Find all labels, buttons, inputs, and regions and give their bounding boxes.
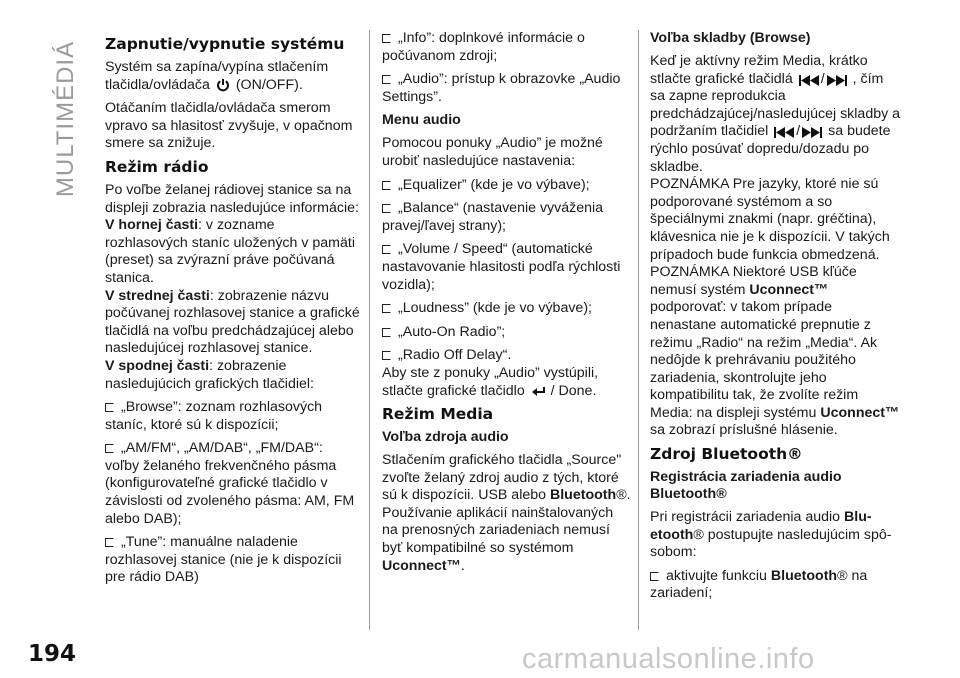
column-3 (650, 30, 902, 609)
column-divider (638, 30, 639, 630)
text: „Volume / Speed“ (automatické nastavovanie hlasitosti podľa rýchlosti vozidla); (382, 241, 621, 293)
note-usb (650, 264, 902, 440)
uconnect-term: Uconnect™ (820, 404, 900, 421)
next-track-icon (827, 75, 847, 86)
bluetooth-term: Bluetooth (549, 487, 617, 504)
bullet-icon (105, 444, 114, 453)
paragraph-power (105, 59, 360, 94)
text: Aby ste z ponuky „Audio” vystúpili, stlačte grafické tlačidlo (382, 364, 599, 399)
text: ® na zariadení; (650, 567, 868, 602)
heading-media: Režim Media (382, 405, 494, 424)
paragraph-registration (650, 509, 902, 562)
paragraph-source (382, 452, 632, 575)
text: „Audio”: prístup k obrazovke „Audio Settings”. (382, 71, 621, 105)
bullet-icon (382, 328, 391, 337)
column-divider (369, 30, 370, 630)
bullet-icon (382, 245, 391, 254)
text: : v zozname rozhlasových staníc uložených v pamäti (preset) sa zvýrazní práve počúvaná stanica. (105, 217, 355, 286)
list-item (382, 300, 632, 318)
list-item (105, 440, 360, 528)
text: ® postupujte nasledujúcim spô-sobom: (650, 526, 892, 561)
bullet-icon (382, 75, 391, 84)
text: „Info”: doplnkové informácie o počúvanom zdroji; (382, 30, 585, 64)
list-item (382, 347, 632, 365)
list-item (382, 200, 632, 235)
text: „Tune”: manuálne naladenie rozhlasovej stanice (nie je k dispozícii pre rádio DAB) (105, 534, 342, 586)
text: POZNÁMKA Niektoré USB kľúče nemusí systém (650, 264, 857, 298)
text: : zobrazenie názvu počúvanej rozhlasovej stanice a grafické tlačidlá na voľbu predchádzajúcej alebo nasledujúcej rozhlasovej stanice. (105, 287, 360, 357)
bullet-icon (105, 538, 114, 547)
column-2 (382, 30, 632, 581)
power-icon (216, 78, 230, 92)
bullet-icon (105, 403, 114, 412)
list-item (382, 30, 632, 65)
text: „Auto-On Radio”; (398, 323, 506, 340)
rewind-icon (774, 127, 794, 138)
paragraph-middle (105, 288, 360, 358)
text: „Equalizer” (kde je vo výbave); (398, 176, 590, 193)
text: / Done. (550, 382, 597, 399)
text: . (460, 557, 465, 574)
paragraph-browse (650, 53, 902, 176)
bullet-icon (382, 34, 391, 43)
list-item (382, 177, 632, 195)
text: Keď je aktívny režim Media, krátko stlačte grafické tlačidlá (650, 53, 868, 87)
paragraph-volume: Otáčaním tlačidla/ovládača smerom vpravo sa hlasitosť zvyšuje, v opačnom smere sa znižuje. (105, 100, 353, 152)
heading-radio: Režim rádio (105, 157, 209, 176)
text: „Loudness” (kde je vo výbave); (398, 300, 592, 317)
label-bottom: V spodnej časti (105, 357, 210, 374)
section-side-label (47, 26, 85, 211)
text: „Browse”: zoznam rozhlasových staníc, ktoré sú k dispozícii; (105, 399, 323, 433)
bullet-icon (382, 351, 391, 360)
label-top: V hornej časti (105, 217, 199, 234)
list-item (105, 534, 360, 587)
uconnect-term: Uconnect™ (382, 557, 461, 574)
heading-source: Voľba zdroja audio (382, 429, 509, 446)
text: aktivujte funkciu (666, 567, 767, 584)
text: ®. Používanie aplikácií nainštalovaných na prenosných zariadeniach nemusí byť kompatibilné so systémom (382, 487, 631, 557)
text: Stlačením grafického tlačidla „Source" zvoľte želaný zdroj audio z tých, ktoré sú k dispozícii. USB alebo (382, 452, 622, 504)
bullet-icon (382, 304, 391, 313)
previous-track-icon (799, 75, 819, 86)
bullet-icon (650, 572, 659, 581)
text: / (820, 70, 825, 87)
text: sa budete rýchlo posúvať dopredu/dozadu po skladbe. (650, 123, 891, 175)
paragraph-bottom (105, 358, 360, 393)
text: „Balance“ (nastavenie vyváženia pravej/ľavej strany); (382, 200, 604, 234)
side-label-text: MULTIMÉDIÁ (52, 40, 80, 197)
bluetooth-term: Bluetooth (770, 567, 838, 584)
text: , čím sa zapne reprodukcia predchádzajúcej/nasledujúcej skladby a podržaním tlačidiel (650, 70, 901, 140)
list-item (382, 324, 632, 342)
paragraph-exit (382, 365, 632, 400)
text: „AM/FM“, „AM/DAB“, „FM/DAB“: voľby želaného frekvenčného pásma (konfigurovateľné grafické tlačidlo v závislosti od zvoleného pásma: AM, FM alebo DAB); (105, 440, 355, 527)
list-item (650, 568, 902, 603)
paragraph-top (105, 217, 360, 287)
uconnect-term: Uconnect™ (749, 281, 829, 298)
heading-browse: Voľba skladby (Browse) (650, 30, 811, 46)
fast-forward-icon (802, 127, 822, 138)
bullet-icon (382, 181, 391, 190)
heading-bluetooth: Zdroj Bluetooth® (650, 445, 803, 464)
list-item (382, 71, 632, 106)
label-middle: V strednej časti (105, 287, 210, 304)
text: „Radio Off Delay“. (398, 347, 512, 364)
paragraph-audio: Pomocou ponuky „Audio” je možné urobiť nasledujúce nastavenia: (382, 135, 603, 169)
text: Pri registrácii zariadenia audio (650, 509, 841, 526)
note-keyboard: POZNÁMKA Pre jazyky, ktoré nie sú podporované systémom a so špeciálnymi znakmi (napr. gréčtina), klávesnica nie je k dispozícii. V takých prípadoch bude funkcia obmedzená. (650, 176, 890, 263)
bullet-icon (382, 204, 391, 213)
heading-power: Zapnutie/vypnutie systému (105, 35, 345, 53)
text: : zobrazenie nasledujúcich grafických tlačidiel: (105, 357, 314, 392)
heading-audio-menu: Menu audio (382, 112, 461, 129)
back-arrow-icon (531, 386, 545, 398)
list-item (105, 399, 360, 434)
column-1 (105, 30, 360, 593)
text: / (796, 123, 801, 140)
bluetooth-term: Blu-etooth (650, 509, 872, 543)
text: (ON/OFF). (235, 76, 303, 93)
heading-registration: Registrácia zariadenia audio Bluetooth® (650, 469, 842, 503)
watermark: carmanualsonline.info (522, 643, 815, 675)
text: Systém sa zapína/vypína stlačením tlačidla/ovládača (105, 59, 329, 93)
page-number: 194 (28, 641, 77, 667)
text: podporovať: v takom prípade nenastane automatické prepnutie z režimu „Radio“ na režim „Media“. Ak nedôjde k prehrávaniu použitého zariadenia, skontrolujte jeho kompatibilitu tak, že zvolíte režim Media: na displeji systému (650, 299, 878, 421)
paragraph-radio-info: Po voľbe želanej rádiovej stanice sa na displeji zobrazia nasledujúce informácie: (105, 181, 359, 216)
text: sa zobrazí príslušné hlásenie. (650, 422, 838, 439)
list-item (382, 241, 632, 294)
